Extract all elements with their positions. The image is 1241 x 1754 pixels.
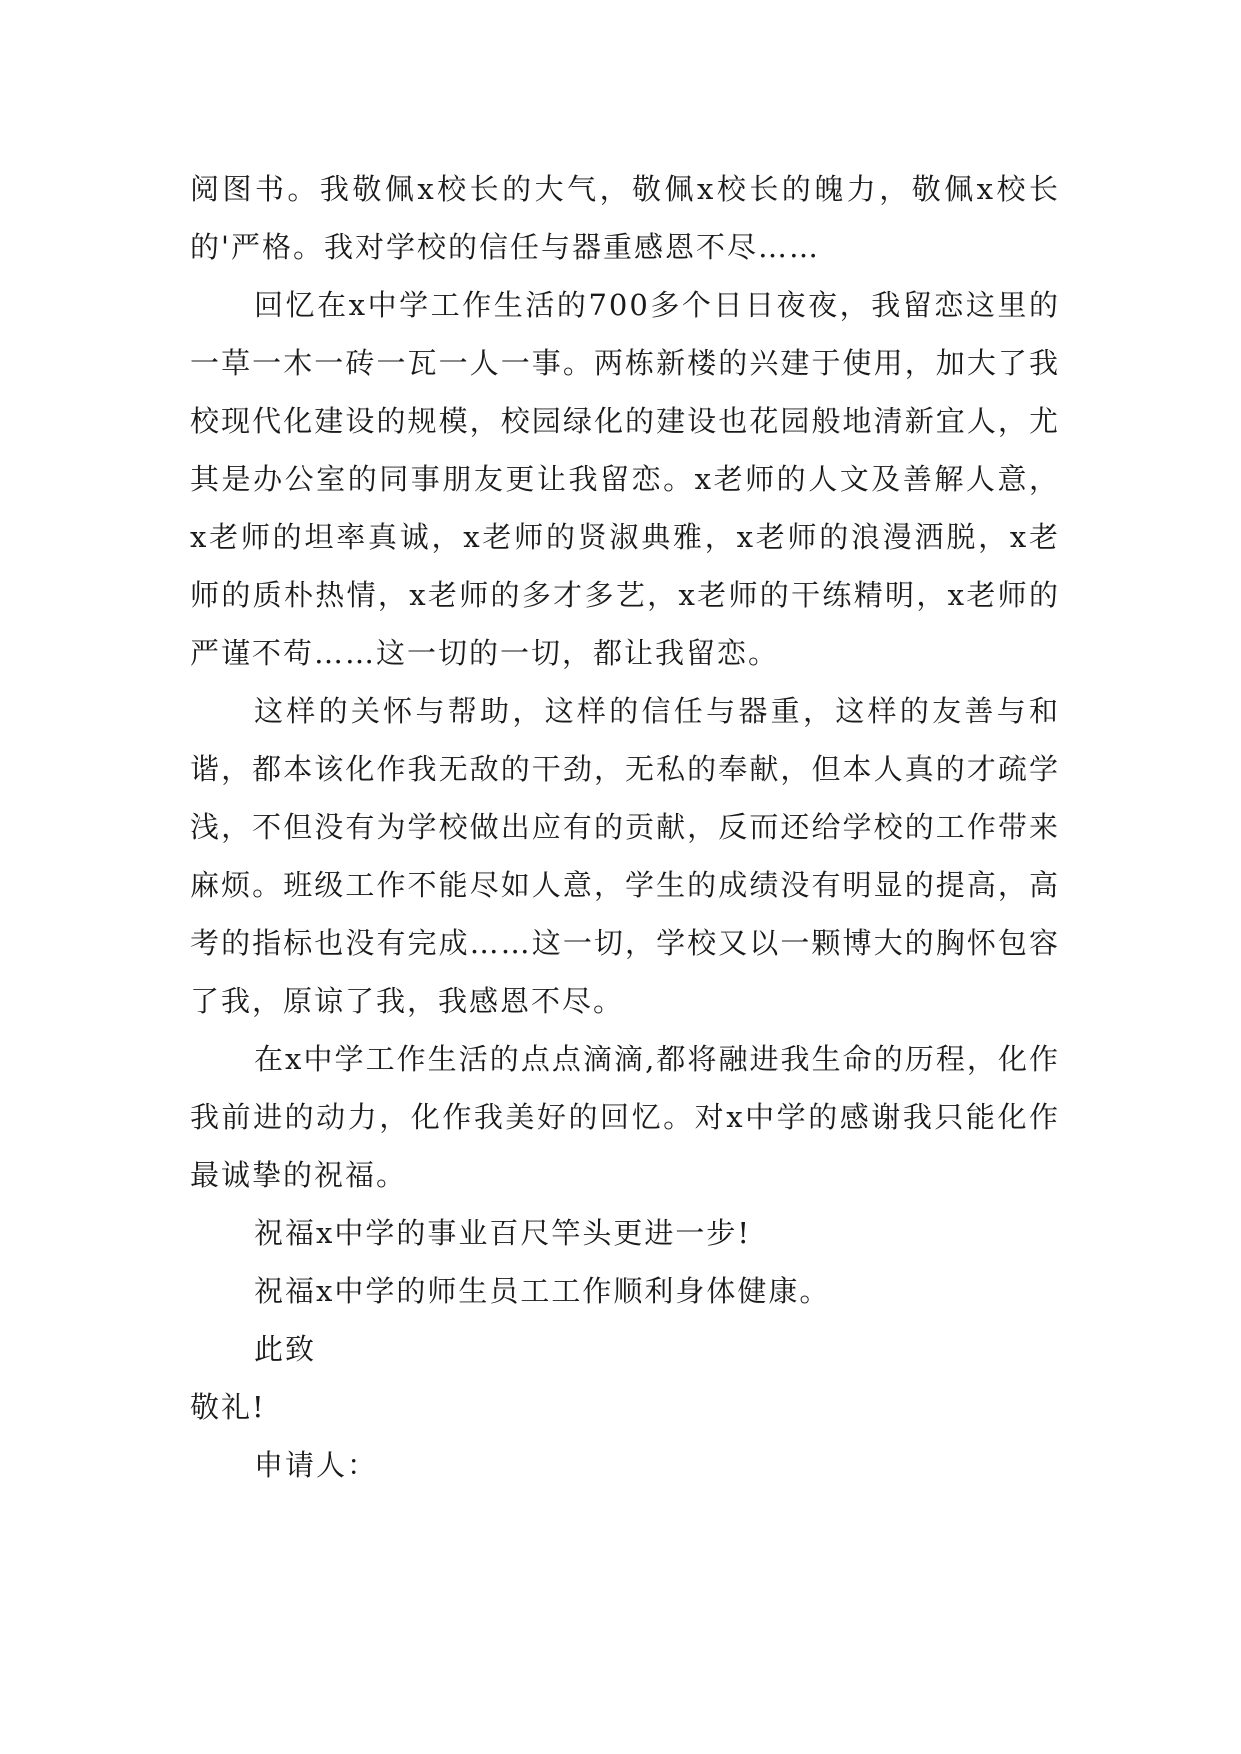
paragraph-memories: 回忆在x中学工作生活的700多个日日夜夜，我留恋这里的一草一木一砖一瓦一人一事。两栋新楼的兴建于使用，加大了我校现代化建设的规模，校园绿化的建设也花园般地清新宜人，尤其是办公室的同事朋友更让我留恋。x老师的人文及善解人意，x老师的坦率真诚，x老师的贤淑典雅，x老师的浪漫洒脱，x老师的质朴热情，x老师的多才多艺，x老师的干练精明，x老师的严谨不苟……这一切的一切，都让我留恋。 bbox=[190, 288, 1060, 670]
applicant-label: 申请人： bbox=[254, 1448, 379, 1482]
paragraph-gratitude: 这样的关怀与帮助，这样的信任与器重，这样的友善与和谐，都本该化作我无敌的干劲，无私的奉献，但本人真的才疏学浅，不但没有为学校做出应有的贡献，反而还给学校的工作带来麻烦。班级工作不能尽如人意，学生的成绩没有明显的提高，高考的指标也没有完成……这一切，学校又以一颗博大的胸怀包容了我，原谅了我，我感恩不尽。 bbox=[190, 694, 1060, 1018]
blessing-line-1: 祝福x中学的事业百尺竿头更进一步! bbox=[254, 1216, 752, 1250]
paragraph-continuation: 阅图书。我敬佩x校长的大气，敬佩x校长的魄力，敬佩x校长的'严格。我对学校的信任与器重感恩不尽…… bbox=[190, 172, 1060, 264]
closing-cizhi: 此致 bbox=[254, 1332, 317, 1366]
closing-jingli: 敬礼! bbox=[190, 1390, 266, 1424]
blessing-line-2: 祝福x中学的师生员工工作顺利身体健康。 bbox=[254, 1274, 831, 1308]
paragraph-blessing-intro: 在x中学工作生活的点点滴滴,都将融进我生命的历程，化作我前进的动力，化作我美好的回忆。对x中学的感谢我只能化作最诚挚的祝福。 bbox=[190, 1042, 1060, 1192]
document-body bbox=[190, 160, 1060, 1494]
